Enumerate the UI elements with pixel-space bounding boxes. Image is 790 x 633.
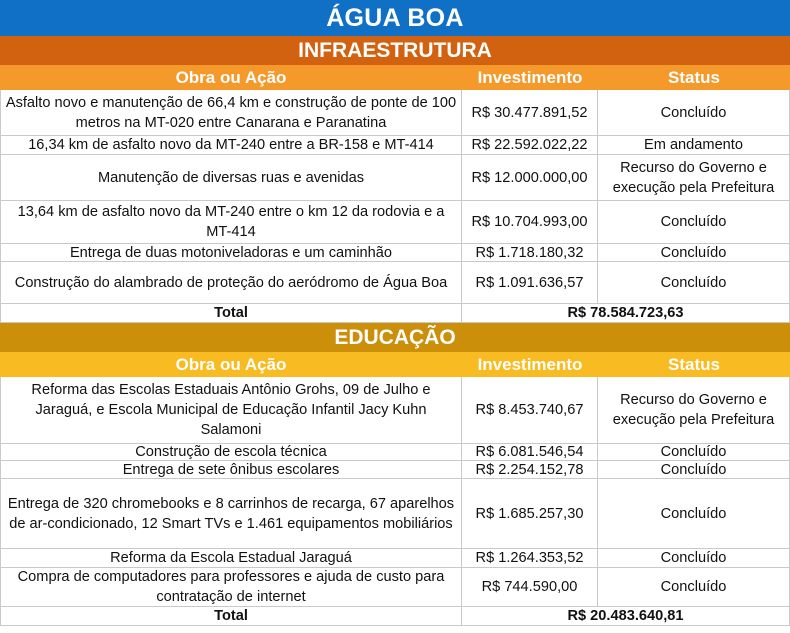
obra-cell: Construção do alambrado de proteção do aeródromo de Água Boa bbox=[0, 262, 462, 304]
status-cell: Concluído bbox=[598, 262, 790, 304]
investimento-cell: R$ 1.091.636,57 bbox=[462, 262, 598, 304]
section-title-educacao: EDUCAÇÃO bbox=[0, 323, 790, 352]
investimento-cell: R$ 6.081.546,54 bbox=[462, 444, 598, 461]
status-cell: Concluído bbox=[598, 244, 790, 262]
investimento-cell: R$ 8.453.740,67 bbox=[462, 377, 598, 444]
column-header-obra: Obra ou Ação bbox=[175, 67, 287, 87]
status-cell: Em andamento bbox=[598, 136, 790, 155]
investimento-cell: R$ 1.264.353,52 bbox=[462, 549, 598, 568]
obra-cell: 16,34 km de asfalto novo da MT-240 entre a BR-158 e MT-414 bbox=[0, 136, 462, 155]
status-cell: Concluído bbox=[598, 461, 790, 479]
investimento-cell: R$ 1.718.180,32 bbox=[462, 244, 598, 262]
column-header-investimento: Investimento bbox=[477, 67, 583, 87]
investimento-cell: R$ 22.592.022,22 bbox=[462, 136, 598, 155]
column-header-obra: Obra ou Ação bbox=[175, 354, 287, 374]
educacao-total-row bbox=[0, 607, 790, 626]
obra-cell: Entrega de sete ônibus escolares bbox=[0, 461, 462, 479]
status-cell: Concluído bbox=[598, 90, 790, 136]
obra-cell: Reforma das Escolas Estaduais Antônio Grohs, 09 de Julho e Jaraguá, e Escola Municipal de Educação Infantil Jacy Kuhn Salamoni bbox=[0, 377, 462, 444]
obra-cell: Asfalto novo e manutenção de 66,4 km e construção de ponte de 100 metros na MT-020 entre Canarana e Paranatina bbox=[0, 90, 462, 136]
educacao-header-row bbox=[0, 352, 790, 377]
infraestrutura-total-row bbox=[0, 304, 790, 323]
investimento-cell: R$ 1.685.257,30 bbox=[462, 479, 598, 549]
total-value: R$ 78.584.723,63 bbox=[462, 304, 790, 323]
educacao-rows bbox=[0, 377, 790, 607]
section-title-infraestrutura: INFRAESTRUTURA bbox=[0, 36, 790, 65]
column-header-investimento: Investimento bbox=[477, 354, 583, 374]
status-cell: Concluído bbox=[598, 568, 790, 607]
total-label: Total bbox=[0, 304, 462, 323]
total-label: Total bbox=[0, 607, 462, 626]
page-title: ÁGUA BOA bbox=[0, 0, 790, 36]
status-cell: Concluído bbox=[598, 201, 790, 244]
obra-cell: Entrega de 320 chromebooks e 8 carrinhos de recarga, 67 aparelhos de ar-condicionado, 12 Smart TVs e 1.461 equipamentos mobiliários bbox=[0, 479, 462, 549]
status-cell: Recurso do Governo e execução pela Prefeitura bbox=[598, 155, 790, 201]
obra-cell: Reforma da Escola Estadual Jaraguá bbox=[0, 549, 462, 568]
infraestrutura-header-row bbox=[0, 65, 790, 90]
obra-cell: Entrega de duas motoniveladoras e um caminhão bbox=[0, 244, 462, 262]
status-cell: Concluído bbox=[598, 444, 790, 461]
investimento-cell: R$ 744.590,00 bbox=[462, 568, 598, 607]
total-value: R$ 20.483.640,81 bbox=[462, 607, 790, 626]
investimento-cell: R$ 30.477.891,52 bbox=[462, 90, 598, 136]
obra-cell: Compra de computadores para professores e ajuda de custo para contratação de internet bbox=[0, 568, 462, 607]
status-cell: Concluído bbox=[598, 479, 790, 549]
infraestrutura-rows bbox=[0, 90, 790, 304]
status-cell: Recurso do Governo e execução pela Prefeitura bbox=[598, 377, 790, 444]
obra-cell: 13,64 km de asfalto novo da MT-240 entre o km 12 da rodovia e a MT-414 bbox=[0, 201, 462, 244]
status-cell: Concluído bbox=[598, 549, 790, 568]
obra-cell: Manutenção de diversas ruas e avenidas bbox=[0, 155, 462, 201]
obra-cell: Construção de escola técnica bbox=[0, 444, 462, 461]
column-header-status: Status bbox=[668, 67, 720, 87]
investimento-cell: R$ 12.000.000,00 bbox=[462, 155, 598, 201]
investimento-cell: R$ 10.704.993,00 bbox=[462, 201, 598, 244]
investimento-cell: R$ 2.254.152,78 bbox=[462, 461, 598, 479]
column-header-status: Status bbox=[668, 354, 720, 374]
